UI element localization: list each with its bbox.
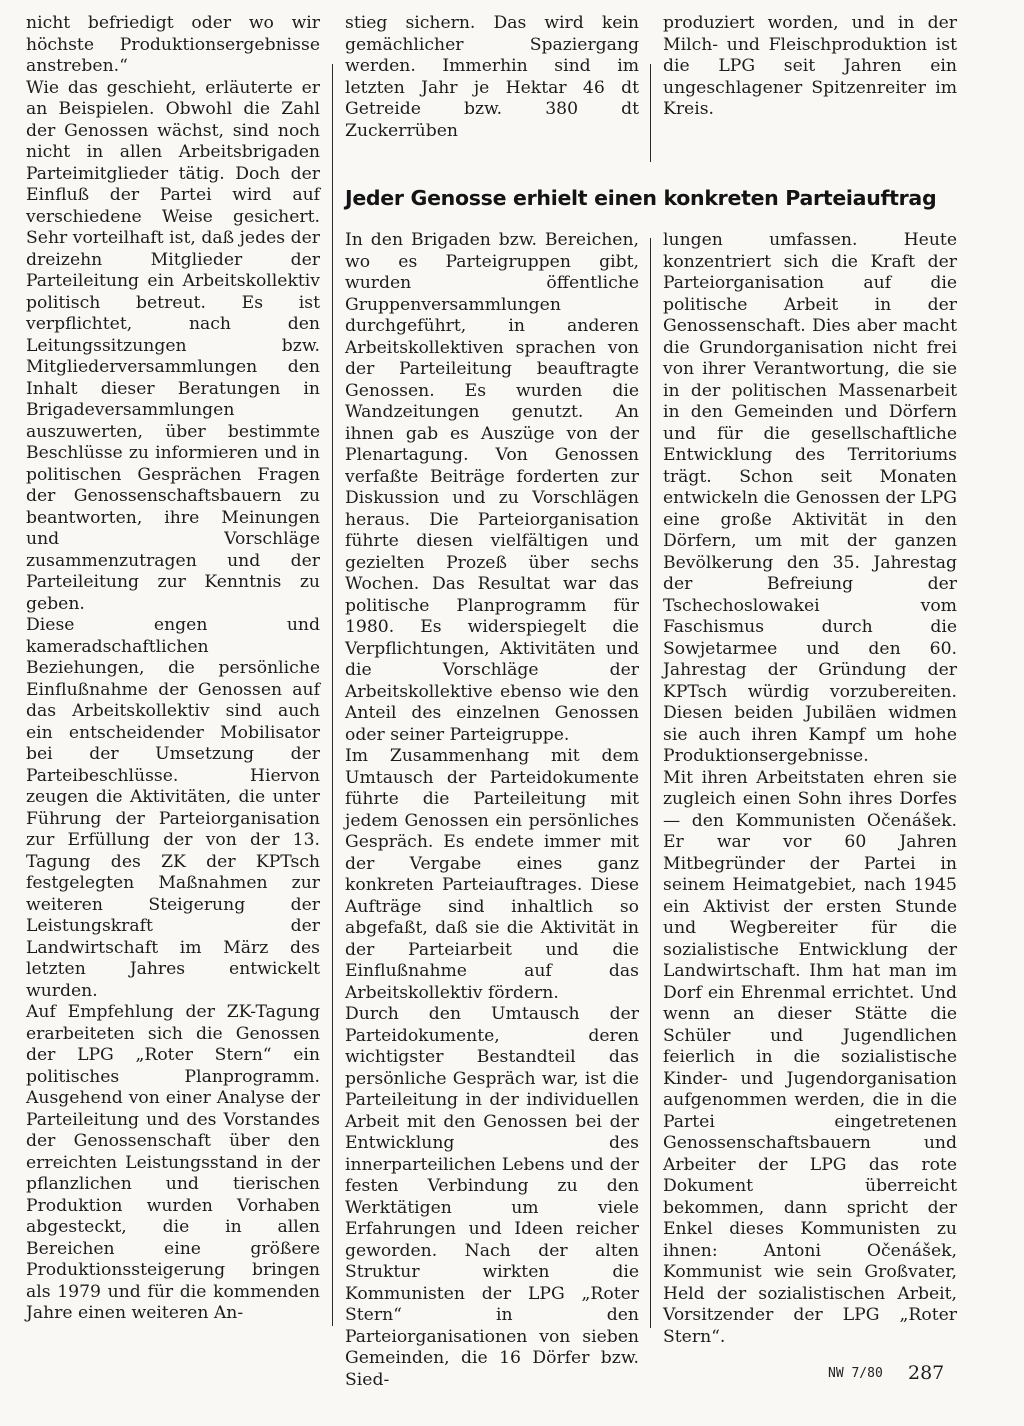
paragraph: stieg sichern. Das wird kein gemächlicher Spaziergang werden. Immerhin sind im letzten Jahr je Hektar 46 dt Getreide bzw. 380 dt Zuckerrüben	[345, 13, 639, 141]
article-column-2-top	[345, 13, 639, 142]
paragraph: Wie das geschieht, erläuterte er an Beispielen. Obwohl die Zahl der Genossen wächst, sind noch nicht in allen Arbeitsbrigaden Parteimitglieder tätig. Doch der Einfluß der Partei wird auf verschiedene Weise gesichert. Sehr vorteilhaft ist, daß jedes der dreizehn Mitglieder der Parteileitung ein Arbeitskollektiv politisch betreut. Es ist verpflichtet, nach den Leitungssitzungen bzw. Mitgliederversammlungen den Inhalt dieser Beratungen in Brigadeversammlungen auszuwerten, über bestimmte Beschlüsse zu informieren und in politischen Gesprächen Fragen der Genossenschaftsbauern zu beantworten, ihre Meinungen und Vorschläge zusammenzutragen und der Parteileitung zur Kenntnis zu geben.	[26, 77, 320, 614]
article-column-1	[26, 13, 320, 1325]
paragraph: Mit ihren Arbeitstaten ehren sie zugleich einen Sohn ihres Dorfes — den Kommunisten Očenášek. Er war vor 60 Jahren Mitbegründer der Partei in seinem Heimatgebiet, nach 1945 ein Aktivist der ersten Stunde und Wegbereiter für die sozialistische Entwicklung der Landwirtschaft. Ihm hat man im Dorf ein Ehrenmal errichtet. Und wenn an dieser Stätte die Schüler und Jugendlichen feierlich in die sozialistische Kinder- und Jugendorganisation aufgenommen werden, die in die Partei eingetretenen Genossenschaftsbauern und Arbeiter der LPG das rote Dokument überreicht bekommen, dann spricht der Enkel dieses Kommunisten zu ihnen: Antoni Očenášek, Kommunist wie sein Großvater, Held der sozialistischen Arbeit, Vorsitzender der LPG „Roter Stern“.	[663, 767, 957, 1347]
page-number: 287	[908, 1362, 945, 1384]
article-column-2	[345, 230, 639, 1391]
column-divider	[650, 64, 651, 162]
paragraph: produziert worden, und in der Milch- und Fleischproduktion ist die LPG seit Jahren ein ungeschlagener Spitzenreiter im Kreis.	[663, 13, 957, 119]
paragraph: Diese engen und kameradschaftlichen Beziehungen, die persönliche Einflußnahme der Genossen auf das Arbeitskollektiv sind auch ein entscheidender Mobilisator bei der Umsetzung der Parteibeschlüsse. Hiervon zeugen die Aktivitäten, die unter Führung der Parteiorganisation zur Erfüllung der von der 13. Tagung des ZK der KPTsch festgelegten Maßnahmen zur weiteren Steigerung der Leistungskraft der Landwirtschaft im März des letzten Jahres entwickelt wurden.	[26, 615, 320, 1001]
paragraph: In den Brigaden bzw. Bereichen, wo es Parteigruppen gibt, wurden öffentliche Gruppenversammlungen durchgeführt, in anderen Arbeitskollektiven sprachen von der Parteileitung beauftragte Genossen. Es wurden die Wandzeitungen genutzt. An ihnen gab es Auszüge von der Plenartagung. Von Genossen verfaßte Beiträge forderten zur Diskussion und zu Vorschlägen heraus. Die Parteiorganisation führte diesen vielfältigen und gezielten Prozeß über sechs Wochen. Das Resultat war das politische Planprogramm für 1980. Es widerspiegelt die Verpflichtungen, Aktivitäten und die Vorschläge der Arbeitskollektive ebenso wie den Anteil des einzelnen Genossen oder seiner Parteigruppe.	[345, 230, 639, 745]
paragraph: lungen umfassen. Heute konzentriert sich die Kraft der Parteiorganisation auf die politische Arbeit in der Genossenschaft. Dies aber macht die Grundorganisation nicht frei von ihrer Verantwortung, die sie in der politischen Massenarbeit in den Gemeinden und Dörfern und für die gesellschaftliche Entwicklung des Territoriums trägt. Schon seit Monaten entwickeln die Genossen der LPG eine große Aktivität in den Dörfern, um mit der ganzen Bevölkerung den 35. Jahrestag der Befreiung der Tschechoslowakei vom Faschismus durch die Sowjetarmee und den 60. Jahrestag der Gründung der KPTsch würdig vorzubereiten. Diesen beiden Jubiläen widmen sie auch ihren Kampf um hohe Produktionsergebnisse.	[663, 230, 957, 766]
article-column-3-top	[663, 13, 957, 121]
column-divider	[332, 64, 333, 1326]
issue-reference: NW 7/80	[828, 1366, 883, 1381]
paragraph: Im Zusammenhang mit dem Umtausch der Parteidokumente führte die Parteileitung mit jedem Genossen ein persönliches Gespräch. Es endete immer mit der Vergabe eines ganz konkreten Parteiauftrages. Diese Aufträge sind inhaltlich so abgefaßt, daß sie die Aktivität in der Parteiarbeit und die Einflußnahme auf das Arbeitskollektiv fördern.	[345, 746, 639, 1003]
paragraph: nicht befriedigt oder wo wir höchste Produktionsergebnisse anstreben.“	[26, 13, 320, 76]
section-heading: Jeder Genosse erhielt einen konkreten Parteiauftrag	[345, 186, 937, 210]
paragraph: Durch den Umtausch der Parteidokumente, deren wichtigster Bestandteil das persönliche Gespräch war, ist die Parteileitung in der individuellen Arbeit mit den Genossen bei der Entwicklung des innerparteilichen Lebens und der festen Verbindung zu den Werktätigen um viele Erfahrungen und Ideen reicher geworden. Nach der alten Struktur wirkten die Kommunisten der LPG „Roter Stern“ in den Parteiorganisationen von sieben Gemeinden, die 16 Dörfer bzw. Sied-	[345, 1004, 639, 1390]
article-column-3	[663, 230, 957, 1348]
column-divider	[650, 238, 651, 1328]
paragraph: Auf Empfehlung der ZK-Tagung erarbeiteten sich die Genossen der LPG „Roter Stern“ ein politisches Planprogramm. Ausgehend von einer Analyse der Parteileitung und des Vorstandes der Genossenschaft über den erreichten Leistungsstand in der pflanzlichen und tierischen Produktion wurden Vorhaben abgesteckt, die in allen Bereichen eine größere Produktionssteigerung bringen als 1979 und für die kommenden Jahre einen weiteren An-	[26, 1002, 320, 1323]
